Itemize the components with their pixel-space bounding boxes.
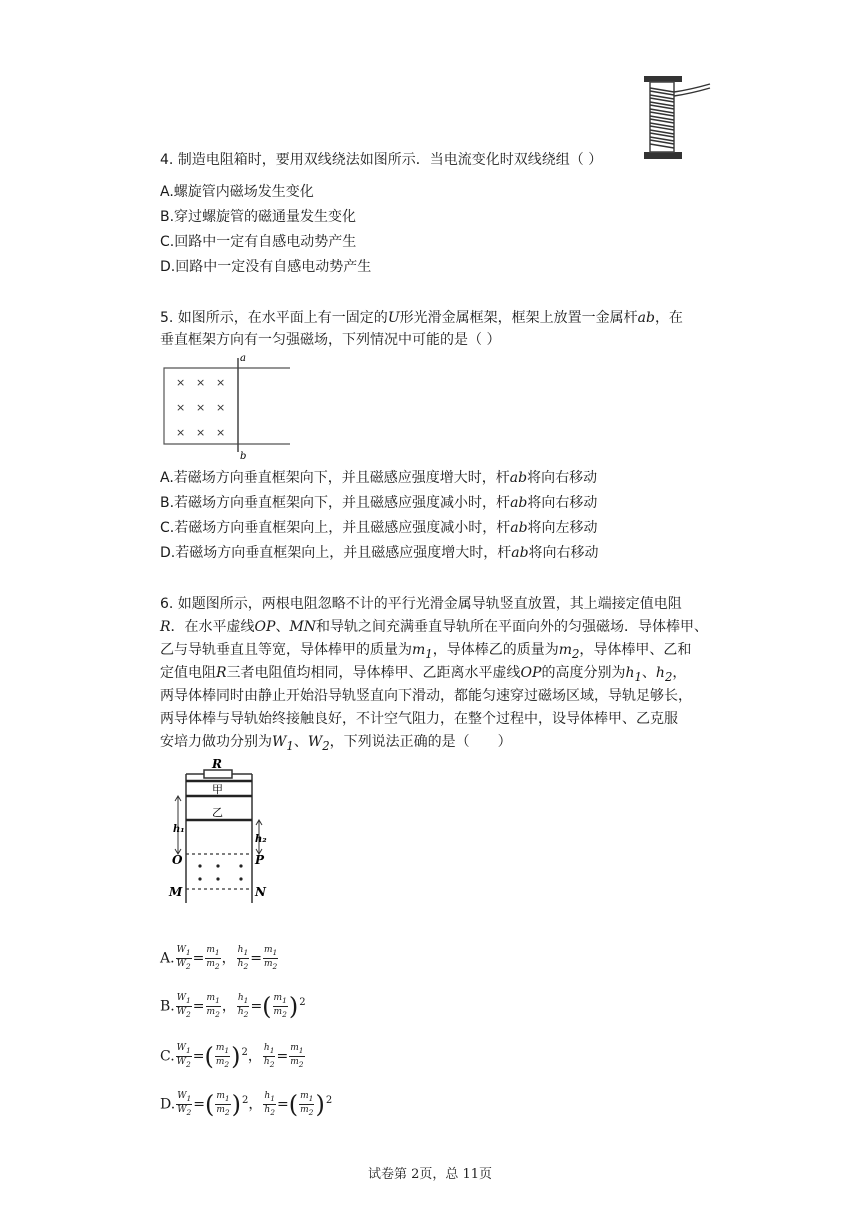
point-O-label: O — [172, 853, 183, 867]
bifilar-coil-figure — [636, 74, 714, 164]
field-cross: × — [176, 426, 186, 439]
q5-option-c: C.若磁场方向垂直框架向上，并且磁感应强度减小时，杆ab将向左移动 — [160, 520, 598, 536]
point-P-label: P — [255, 853, 265, 867]
point-N-label: N — [255, 885, 266, 899]
q4-option-a: A.螺旋管内磁场发生变化 — [160, 184, 314, 200]
q4-option-b: B.穿过螺旋管的磁通量发生变化 — [160, 209, 357, 225]
field-cross: × — [216, 401, 226, 414]
rod-label-b: b — [240, 451, 247, 462]
u-frame-magnetic-field-figure — [160, 352, 300, 462]
q5-option-a: A.若磁场方向垂直框架向下，并且磁感应强度增大时，杆ab将向右移动 — [160, 470, 598, 486]
rails-magnetic-field-figure — [166, 758, 286, 908]
resistor-label: R — [212, 758, 222, 771]
h1-label: h₁ — [173, 824, 185, 835]
field-cross: × — [216, 426, 226, 439]
q6-option-a: A. $\frac{W_1}{W_2}$ = $\frac{m_1}{m_2}$ ， $\frac{h_1}{h_2}$ = $\frac{m_1}{m_2}$ — [160, 945, 278, 971]
q5-option-b: B.若磁场方向垂直框架向下，并且磁感应强度减小时，杆ab将向右移动 — [160, 495, 598, 511]
q6-stem-line6: 两导体棒与导轨始终接触良好，不计空气阻力，在整个过程中，设导体棒甲、乙克服 — [160, 711, 678, 727]
q4-option-d: D.回路中一定没有自感电动势产生 — [160, 259, 372, 275]
field-cross: × — [216, 376, 226, 389]
q6-stem-line4: 定值电阻R三者电阻值均相同，导体棒甲、乙距离水平虚线OP的高度分别为$h_1$、$h_2$， — [160, 665, 687, 684]
point-M-label: M — [169, 885, 183, 899]
field-cross: × — [196, 376, 206, 389]
q6-stem-line1: 6. 如题图所示，两根电阻忽略不计的平行光滑金属导轨竖直放置，其上端接定值电阻 — [160, 596, 682, 612]
q6-option-d: D. $\frac{W_1}{W_2}$ =( $\frac{m_1}{m_2}$ )$^2$， $\frac{h_1}{h_2}$ =( $\frac{m_1}{m_2}$ )$^2$ — [160, 1090, 333, 1119]
q6-stem-line7: 安培力做功分别为$W_1$、$W_2$，下列说法正确的是（ ） — [160, 734, 512, 753]
rod-jia-label: 甲 — [212, 783, 223, 796]
q4-stem: 4. 制造电阻箱时，要用双线绕法如图所示．当电流变化时双线绕组（ ） — [160, 152, 603, 168]
field-cross: × — [176, 376, 186, 389]
q4-option-c: C.回路中一定有自感电动势产生 — [160, 234, 357, 250]
rod-yi-label: 乙 — [212, 806, 223, 819]
q6-stem-line2: R．在水平虚线OP、MN和导轨之间充满垂直导轨所在平面向外的匀强磁场．导体棒甲、 — [160, 619, 709, 635]
q6-option-b: B. $\frac{W_1}{W_2}$ = $\frac{m_1}{m_2}$ ， $\frac{h_1}{h_2}$ =( $\frac{m_1}{m_2}$ )$^2$ — [160, 992, 306, 1021]
h2-label: h₂ — [255, 834, 267, 845]
rod-label-a: a — [240, 353, 246, 364]
q6-option-c: C. $\frac{W_1}{W_2}$ =( $\frac{m_1}{m_2}$ )$^2$， $\frac{h_1}{h_2}$ = $\frac{m_1}{m_2}$ — [160, 1042, 304, 1071]
q6-stem-line3: 乙与导轨垂直且等宽，导体棒甲的质量为$m_1$，导体棒乙的质量为$m_2$，导体棒甲、乙和 — [160, 642, 692, 661]
q5-stem-line1: 5. 如图所示，在水平面上有一固定的U形光滑金属框架，框架上放置一金属杆ab，在 — [160, 310, 683, 326]
field-cross: × — [196, 401, 206, 414]
field-cross: × — [196, 426, 206, 439]
q6-stem-line5: 两导体棒同时由静止开始沿导轨竖直向下滑动，都能匀速穿过磁场区域，导轨足够长， — [160, 688, 692, 704]
field-cross: × — [176, 401, 186, 414]
q5-stem-line2: 垂直框架方向有一匀强磁场，下列情况中可能的是（ ） — [160, 332, 501, 348]
q5-option-d: D.若磁场方向垂直框架向上，并且磁感应强度增大时，杆ab将向右移动 — [160, 545, 599, 561]
page-footer: 试卷第 2页，总 11页 — [367, 1167, 493, 1182]
